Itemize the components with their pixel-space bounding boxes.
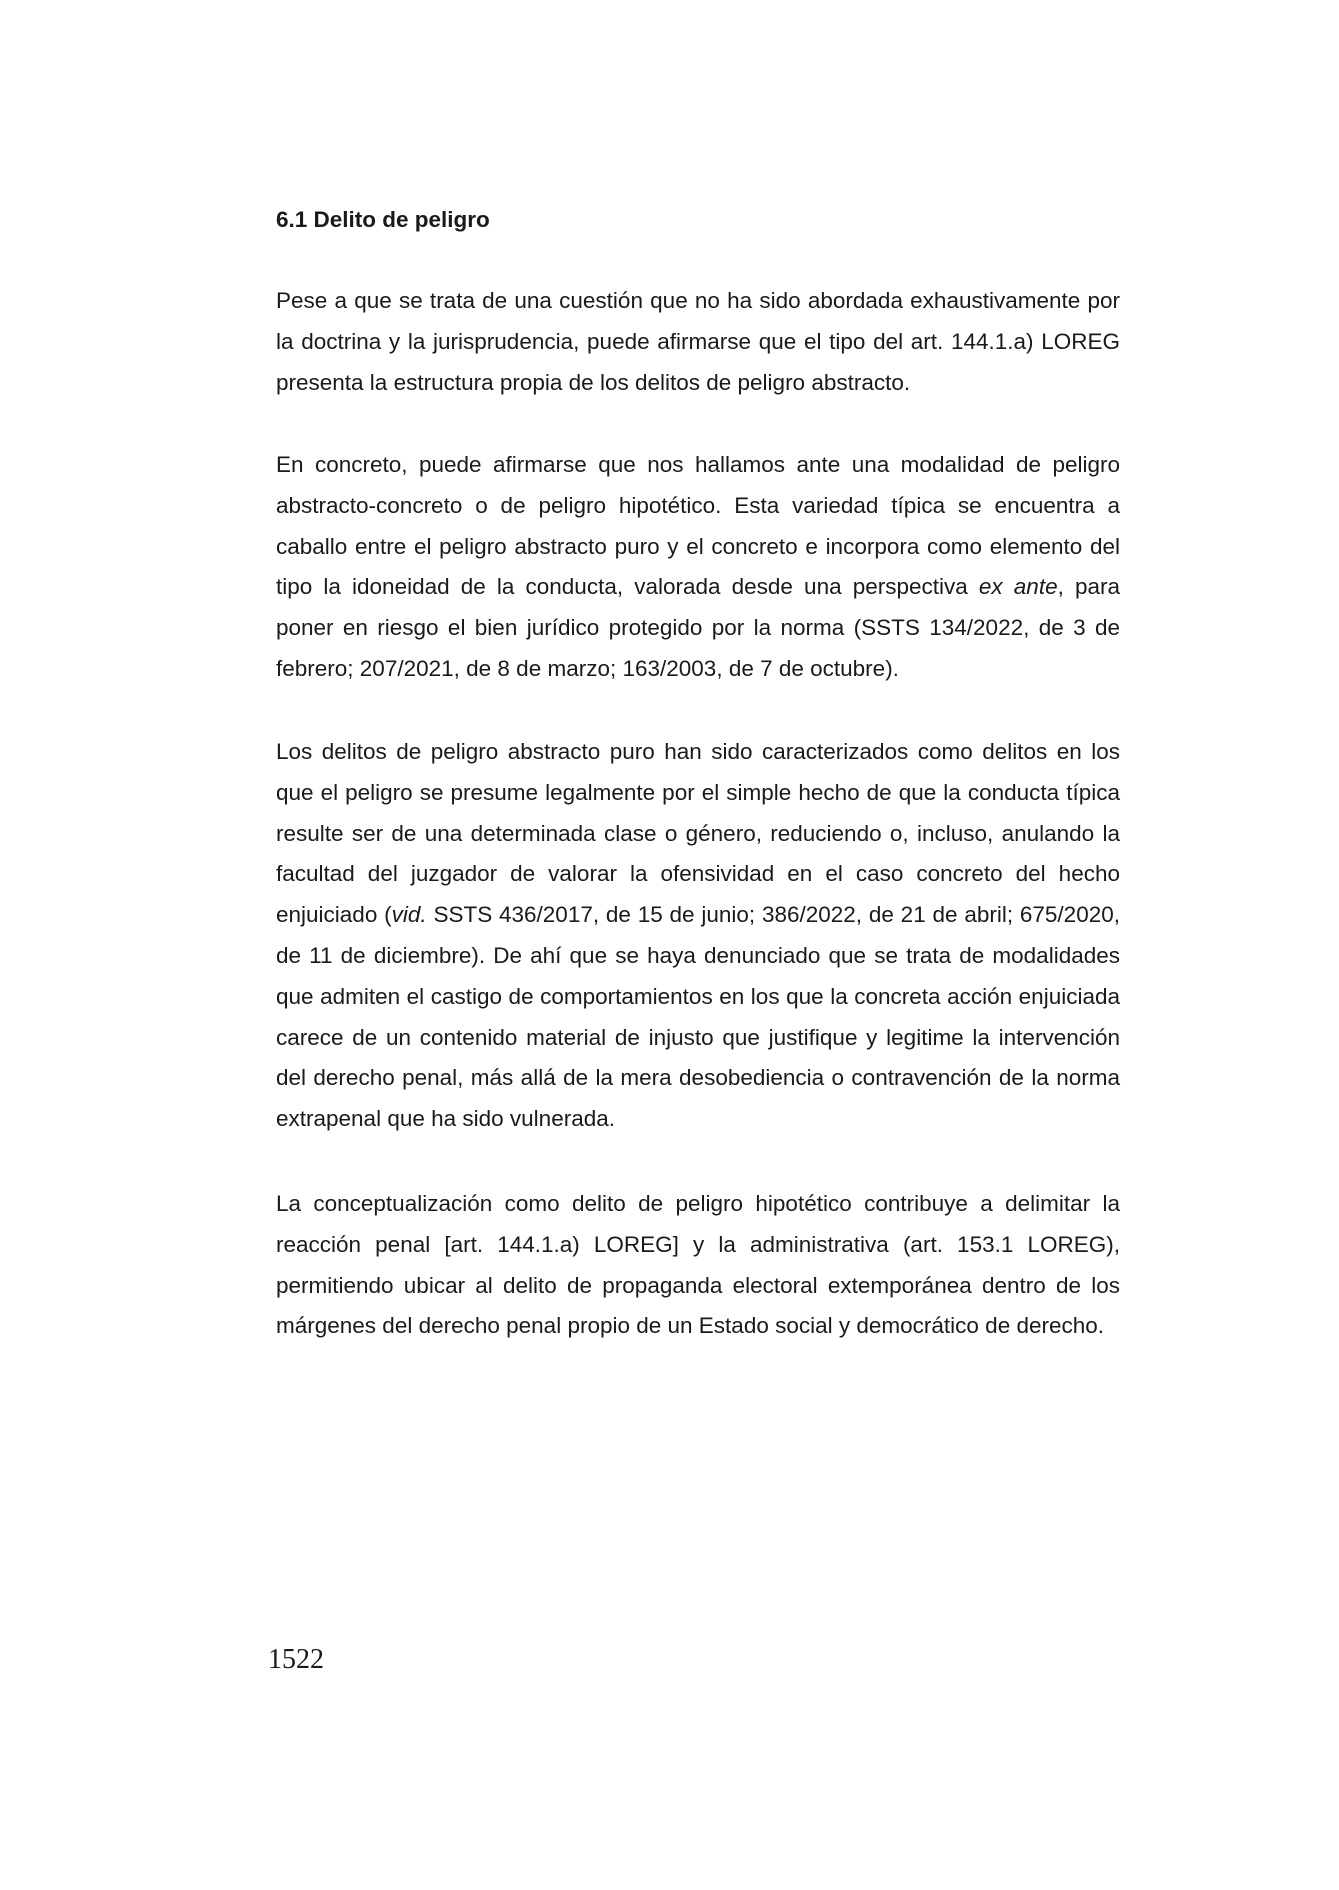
paragraph-2-text-a: En concreto, puede afirmarse que nos hallamos ante una modalidad de peligro abstracto-concreto o de peligro hipotético. Esta variedad típica se encuentra a caballo entre el peligro abstracto puro y el concreto e incorpora como elemento del tipo la idoneidad de la conducta, valorada desde una perspectiva xyxy=(276,452,1120,600)
paragraph-2-text-b: , para poner en riesgo el bien jurídico protegido por la norma (SSTS 134/2022, de 3 de febrero; 207/2021, de 8 de marzo; 163/2003, de 7 de octubre). xyxy=(276,574,1120,681)
paragraph-4: La conceptualización como delito de peligro hipotético contribuye a delimitar la reacción penal [art. 144.1.a) LOREG] y la administrativa (art. 153.1 LOREG), permitiendo ubicar al delito de propaganda electoral extemporánea dentro de los márgenes del derecho penal propio de un Estado social y democrático de derecho. xyxy=(276,1191,1120,1339)
paragraph-2-italic: ex ante xyxy=(978,574,1058,600)
page-number: 1522 xyxy=(268,1644,324,1675)
paragraph-3-text-a: Los delitos de peligro abstracto puro han sido caracterizados como delitos en los que el peligro se presume legalmente por el simple hecho de que la conducta típica resulte ser de una determinada clase o género, reduciendo o, incluso, anulando la facultad del juzgador de valorar la ofensividad en el caso concreto del hecho enjuiciado ( xyxy=(276,739,1120,928)
paragraph-3-italic: vid. xyxy=(391,902,427,928)
paragraph-1: Pese a que se trata de una cuestión que no ha sido abordada exhaustivamente por la doctrina y la jurisprudencia, puede afirmarse que el tipo del art. 144.1.a) LOREG presenta la estructura propia de los delitos de peligro abstracto. xyxy=(276,288,1120,395)
paragraph-3-text-b: SSTS 436/2017, de 15 de junio; 386/2022, de 21 de abril; 675/2020, de 11 de diciembre). De ahí que se haya denunciado que se trata de modalidades que admiten el castigo de comportamientos en los que la concreta acción enjuiciada carece de un contenido material de injusto que justifique y legitime la intervención del derecho penal, más allá de la mera desobediencia o contravención de la norma extrapenal que ha sido vulnerada. xyxy=(276,902,1120,1132)
paragraph-2 xyxy=(276,445,1120,690)
paragraph-3 xyxy=(276,732,1120,1140)
section-heading: 6.1 Delito de peligro xyxy=(276,207,490,232)
